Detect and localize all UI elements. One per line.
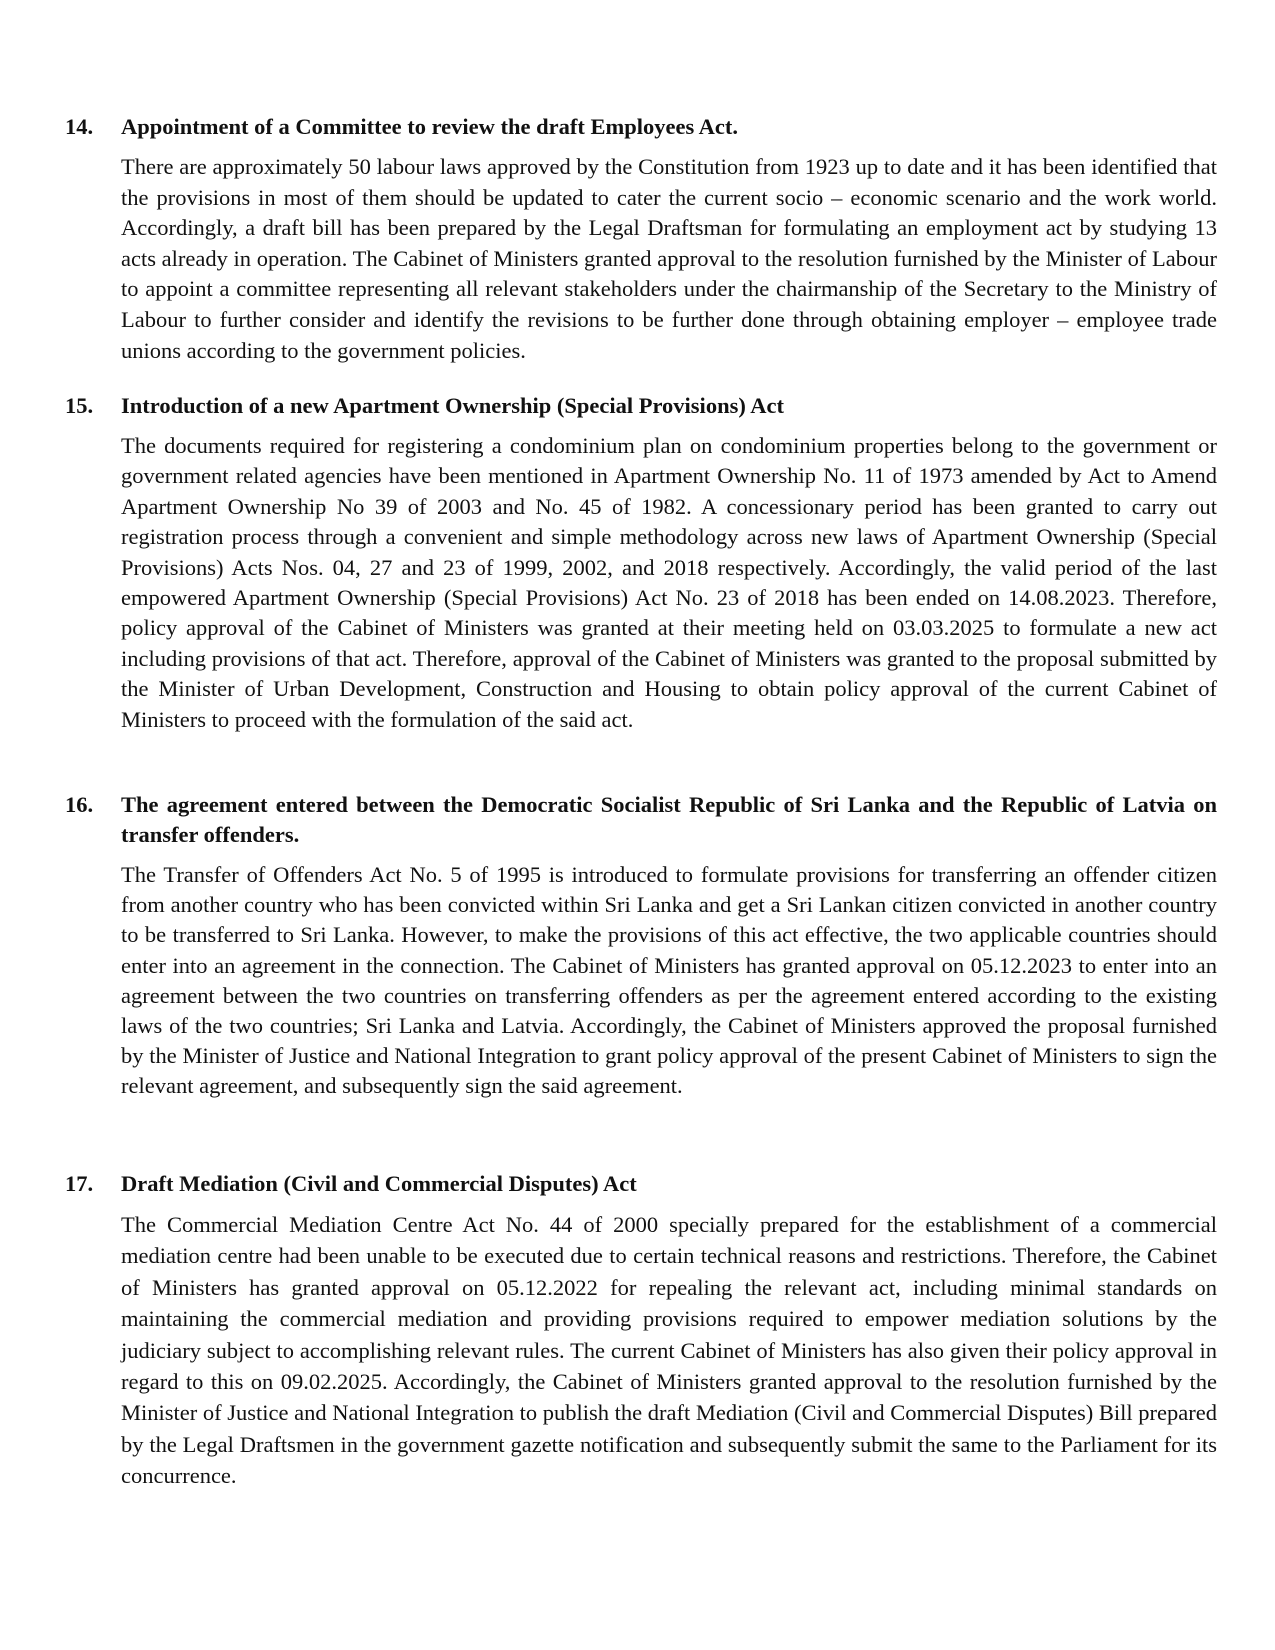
item-heading (65, 1169, 1217, 1199)
item-title: Appointment of a Committee to review the draft Employees Act. (121, 114, 738, 139)
item-number: 15. (65, 393, 94, 418)
item-title: Introduction of a new Apartment Ownership (Special Provisions) Act (121, 393, 784, 418)
decision-item-17 (65, 1169, 1217, 1492)
item-number: 14. (65, 114, 94, 139)
item-body-text: The Transfer of Offenders Act No. 5 of 1995 is introduced to formulate provisions for transferring an offender citizen from another country who has been convicted within Sri Lanka and get a Sri Lankan citizen convicted in another country to be transferred to Sri Lanka. However, to make the provisions of this act effective, the two applicable countries should enter into an agreement in the connection. The Cabinet of Ministers has granted approval on 05.12.2023 to enter into an agreement between the two countries on transferring offenders as per the agreement entered according to the existing laws of the two countries; Sri Lanka and Latvia. Accordingly, the Cabinet of Ministers approved the proposal furnished by the Minister of Justice and National Integration to grant policy approval of the present Cabinet of Ministers to sign the relevant agreement, and subsequently sign the said agreement. (121, 862, 1217, 1099)
item-body-text: The documents required for registering a condominium plan on condominium properties belong to the government or government related agencies have been mentioned in Apartment Ownership No. 11 of 1973 amended by Act to Amend Apartment Ownership No 39 of 2003 and No. 45 of 1982. A concessionary period has been granted to carry out registration process through a convenient and simple methodology across new laws of Apartment Ownership (Special Provisions) Acts Nos. 04, 27 and 23 of 1999, 2002, and 2018 respectively. Accordingly, the valid period of the last empowered Apartment Ownership (Special Provisions) Act No. 23 of 2018 has been ended on 14.08.2023. Therefore, policy approval of the Cabinet of Ministers was granted at their meeting held on 03.03.2025 to formulate a new act including provisions of that act. Therefore, approval of the Cabinet of Ministers was granted to the proposal submitted by the Minister of Urban Development, Construction and Housing to obtain policy approval of the current Cabinet of Ministers to proceed with the formulation of the said act. (121, 433, 1217, 732)
item-number: 17. (65, 1171, 94, 1196)
item-number: 16. (65, 792, 94, 817)
item-title: Draft Mediation (Civil and Commercial Disputes) Act (121, 1171, 637, 1196)
item-body-text: The Commercial Mediation Centre Act No. 44 of 2000 specially prepared for the establishment of a commercial mediation centre had been unable to be executed due to certain technical reasons and restrictions. Therefore, the Cabinet of Ministers has granted approval on 05.12.2022 for repealing the relevant act, including minimal standards on maintaining the commercial mediation and providing provisions required to empower mediation solutions by the judiciary subject to accomplishing relevant rules. The current Cabinet of Ministers has also given their policy approval in regard to this on 09.02.2025. Accordingly, the Cabinet of Ministers granted approval to the resolution furnished by the Minister of Justice and National Integration to publish the draft Mediation (Civil and Commercial Disputes) Bill prepared by the Legal Draftsmen in the government gazette notification and subsequently submit the same to the Parliament for its concurrence. (121, 1212, 1218, 1489)
decision-item-14 (65, 112, 1217, 366)
item-title: The agreement entered between the Democratic Socialist Republic of Sri Lanka and the Republic of Latvia on transfer offenders. (121, 792, 1217, 847)
item-heading (65, 391, 1217, 421)
item-heading (65, 790, 1217, 850)
item-heading (65, 112, 1217, 142)
decision-item-15 (65, 391, 1217, 735)
decision-item-16 (65, 790, 1217, 1102)
item-body-text: There are approximately 50 labour laws approved by the Constitution from 1923 up to date and it has been identified that the provisions in most of them should be updated to cater the current socio – economic scenario and the work world. Accordingly, a draft bill has been prepared by the Legal Draftsman for formulating an employment act by studying 13 acts already in operation. The Cabinet of Ministers granted approval to the resolution furnished by the Minister of Labour to appoint a committee representing all relevant stakeholders under the chairmanship of the Secretary to the Ministry of Labour to further consider and identify the revisions to be further done through obtaining employer – employee trade unions according to the government policies. (121, 154, 1217, 363)
